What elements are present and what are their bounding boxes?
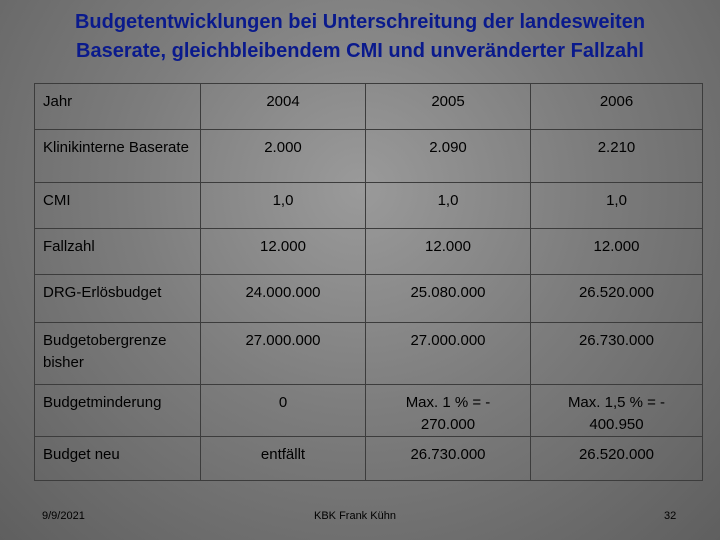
cell-2005: 25.080.000 bbox=[366, 275, 531, 323]
cell-2005: 2.090 bbox=[366, 130, 531, 183]
row-label: DRG-Erlösbudget bbox=[35, 275, 201, 323]
table-row-cmi bbox=[35, 183, 703, 229]
cell-2006: 12.000 bbox=[531, 229, 703, 275]
footer-author: KBK Frank Kühn bbox=[314, 510, 396, 522]
cell-2006: 1,0 bbox=[531, 183, 703, 229]
table-row-erloesbudget bbox=[35, 275, 703, 323]
cell-2005: 26.730.000 bbox=[366, 437, 531, 481]
row-label: Klinikinterne Baserate bbox=[35, 130, 201, 183]
cell-2006: 26.730.000 bbox=[531, 323, 703, 385]
table-row-baserate bbox=[35, 130, 703, 183]
table-row-budget-neu bbox=[35, 437, 703, 481]
footer-page-number: 32 bbox=[664, 510, 677, 522]
row-label: CMI bbox=[35, 183, 201, 229]
cell-2006: 2.210 bbox=[531, 130, 703, 183]
cell-2006: 26.520.000 bbox=[531, 437, 703, 481]
cell-2005: Max. 1 % = - 270.000 bbox=[366, 385, 531, 437]
budget-table bbox=[34, 83, 703, 481]
footer-date: 9/9/2021 bbox=[42, 510, 85, 522]
title-line-1: Budgetentwicklungen bei Unterschreitung der landesweiten bbox=[74, 11, 646, 33]
table-row-budgetminderung bbox=[35, 385, 703, 437]
table-row-jahr bbox=[35, 84, 703, 130]
row-label: Budgetobergrenze bisher bbox=[35, 323, 201, 385]
title-line-2: Baserate, gleichbleibendem CMI und unveränderter Fallzahl bbox=[76, 40, 644, 62]
cell-2005: 1,0 bbox=[366, 183, 531, 229]
cell-2004: 24.000.000 bbox=[201, 275, 366, 323]
table-row-budgetobergrenze bbox=[35, 323, 703, 385]
cell-2004: 2004 bbox=[201, 84, 366, 130]
slide-title bbox=[0, 8, 720, 66]
cell-2004: entfällt bbox=[201, 437, 366, 481]
row-label: Budgetminderung bbox=[35, 385, 201, 437]
cell-2006: 2006 bbox=[531, 84, 703, 130]
row-label: Jahr bbox=[35, 84, 201, 130]
cell-2004: 0 bbox=[201, 385, 366, 437]
cell-2004: 2.000 bbox=[201, 130, 366, 183]
cell-2004: 27.000.000 bbox=[201, 323, 366, 385]
cell-2005: 27.000.000 bbox=[366, 323, 531, 385]
cell-2006: 26.520.000 bbox=[531, 275, 703, 323]
table-row-fallzahl bbox=[35, 229, 703, 275]
row-label: Fallzahl bbox=[35, 229, 201, 275]
cell-2005: 2005 bbox=[366, 84, 531, 130]
cell-2006: Max. 1,5 % = - 400.950 bbox=[531, 385, 703, 437]
row-label: Budget neu bbox=[35, 437, 201, 481]
cell-2005: 12.000 bbox=[366, 229, 531, 275]
cell-2004: 1,0 bbox=[201, 183, 366, 229]
cell-2004: 12.000 bbox=[201, 229, 366, 275]
